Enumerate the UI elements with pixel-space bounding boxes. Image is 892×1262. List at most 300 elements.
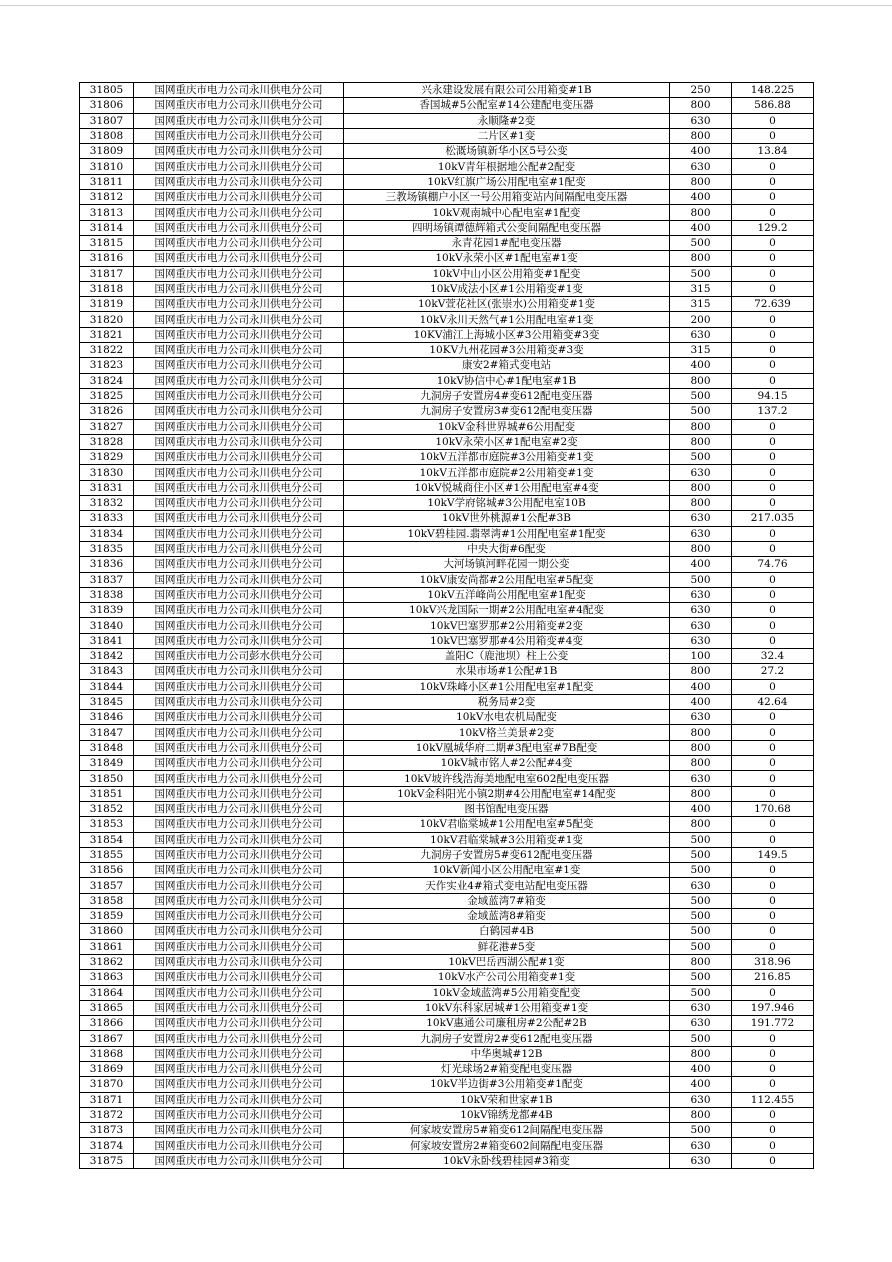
transformer-name-cell: 10kV荣和世家#1B bbox=[344, 1092, 670, 1107]
table-row bbox=[80, 1046, 814, 1061]
company-cell: 国网重庆市电力公司永川供电分公司 bbox=[134, 1062, 344, 1077]
row-id-cell: 31817 bbox=[80, 266, 134, 281]
company-cell: 国网重庆市电力公司永川供电分公司 bbox=[134, 174, 344, 189]
row-id-cell: 31858 bbox=[80, 893, 134, 908]
table-row bbox=[80, 603, 814, 618]
row-id-cell: 31830 bbox=[80, 465, 134, 480]
transformer-name-cell: 二片区#1变 bbox=[344, 128, 670, 143]
value-cell: 0 bbox=[732, 128, 814, 143]
transformer-name-cell: 10kV兴龙国际一期#2公用配电室#4配变 bbox=[344, 603, 670, 618]
row-id-cell: 31833 bbox=[80, 511, 134, 526]
transformer-name-cell: 10kV五洋都市庭院#2公用箱变#1变 bbox=[344, 465, 670, 480]
table-row bbox=[80, 786, 814, 801]
row-id-cell: 31868 bbox=[80, 1046, 134, 1061]
row-id-cell: 31823 bbox=[80, 358, 134, 373]
table-row bbox=[80, 480, 814, 495]
row-id-cell: 31870 bbox=[80, 1077, 134, 1092]
transformer-name-cell: 10kV格兰美景#2变 bbox=[344, 725, 670, 740]
transformer-name-cell: 九洞房子安置房4#变612配电变压器 bbox=[344, 388, 670, 403]
value-cell: 197.946 bbox=[732, 1000, 814, 1015]
company-cell: 国网重庆市电力公司永川供电分公司 bbox=[134, 924, 344, 939]
value-cell: 0 bbox=[732, 1077, 814, 1092]
capacity-cell: 250 bbox=[670, 83, 732, 98]
capacity-cell: 800 bbox=[670, 725, 732, 740]
transformer-name-cell: 10kV新闻小区公用配电室#1变 bbox=[344, 863, 670, 878]
transformer-name-cell: 10kV永荣小区#1配电室#2变 bbox=[344, 434, 670, 449]
row-id-cell: 31872 bbox=[80, 1107, 134, 1122]
value-cell: 216.85 bbox=[732, 970, 814, 985]
capacity-cell: 800 bbox=[670, 205, 732, 220]
row-id-cell: 31860 bbox=[80, 924, 134, 939]
row-id-cell: 31857 bbox=[80, 878, 134, 893]
row-id-cell: 31839 bbox=[80, 603, 134, 618]
table-row bbox=[80, 756, 814, 771]
value-cell: 0 bbox=[732, 450, 814, 465]
company-cell: 国网重庆市电力公司永川供电分公司 bbox=[134, 404, 344, 419]
transformer-name-cell: 10kV城市铭人#2公配#4变 bbox=[344, 756, 670, 771]
value-cell: 0 bbox=[732, 1031, 814, 1046]
table-row bbox=[80, 388, 814, 403]
value-cell: 148.225 bbox=[732, 83, 814, 98]
transformer-name-cell: 10kV永川天然气#1公用配电室#1变 bbox=[344, 312, 670, 327]
transformer-name-cell: 白鹤园#4B bbox=[344, 924, 670, 939]
row-id-cell: 31855 bbox=[80, 847, 134, 862]
capacity-cell: 630 bbox=[670, 465, 732, 480]
transformer-name-cell: 10kV永荣小区#1配电室#1变 bbox=[344, 251, 670, 266]
transformer-name-cell: 10kV君临棠城#3公用箱变#1变 bbox=[344, 832, 670, 847]
capacity-cell: 500 bbox=[670, 1123, 732, 1138]
capacity-cell: 500 bbox=[670, 1031, 732, 1046]
company-cell: 国网重庆市电力公司永川供电分公司 bbox=[134, 526, 344, 541]
row-id-cell: 31835 bbox=[80, 541, 134, 556]
transformer-name-cell: 灯光球场2#箱变配电变压器 bbox=[344, 1062, 670, 1077]
table-row bbox=[80, 511, 814, 526]
table-row bbox=[80, 419, 814, 434]
company-cell: 国网重庆市电力公司永川供电分公司 bbox=[134, 863, 344, 878]
table-row bbox=[80, 1016, 814, 1031]
value-cell: 0 bbox=[732, 465, 814, 480]
company-cell: 国网重庆市电力公司永川供电分公司 bbox=[134, 83, 344, 98]
row-id-cell: 31853 bbox=[80, 817, 134, 832]
value-cell: 0 bbox=[732, 541, 814, 556]
table-row bbox=[80, 1062, 814, 1077]
transformer-name-cell: 10KV浦江上海城小区#3公用箱变#3变 bbox=[344, 327, 670, 342]
row-id-cell: 31806 bbox=[80, 98, 134, 113]
capacity-cell: 800 bbox=[670, 373, 732, 388]
value-cell: 0 bbox=[732, 419, 814, 434]
company-cell: 国网重庆市电力公司永川供电分公司 bbox=[134, 603, 344, 618]
value-cell: 0 bbox=[732, 174, 814, 189]
table-row bbox=[80, 1000, 814, 1015]
row-id-cell: 31838 bbox=[80, 587, 134, 602]
table-row bbox=[80, 496, 814, 511]
transformer-name-cell: 香国城#5公配室#14公建配电变压器 bbox=[344, 98, 670, 113]
transformer-name-cell: 10kV坡许线浩海美地配电室602配电变压器 bbox=[344, 771, 670, 786]
value-cell: 586.88 bbox=[732, 98, 814, 113]
capacity-cell: 500 bbox=[670, 388, 732, 403]
transformer-name-cell: 中华奥城#12B bbox=[344, 1046, 670, 1061]
transformer-name-cell: 10kV成法小区#1公用箱变#1变 bbox=[344, 281, 670, 296]
table-row bbox=[80, 939, 814, 954]
capacity-cell: 500 bbox=[670, 863, 732, 878]
table-row bbox=[80, 465, 814, 480]
company-cell: 国网重庆市电力公司永川供电分公司 bbox=[134, 1138, 344, 1153]
capacity-cell: 630 bbox=[670, 587, 732, 602]
value-cell: 0 bbox=[732, 526, 814, 541]
capacity-cell: 800 bbox=[670, 174, 732, 189]
transformer-name-cell: 10kV观南城中心配电室#1配变 bbox=[344, 205, 670, 220]
table-row bbox=[80, 1138, 814, 1153]
company-cell: 国网重庆市电力公司永川供电分公司 bbox=[134, 1000, 344, 1015]
value-cell: 42.64 bbox=[732, 694, 814, 709]
table-row bbox=[80, 144, 814, 159]
company-cell: 国网重庆市电力公司永川供电分公司 bbox=[134, 1016, 344, 1031]
transformer-name-cell: 水果市场#1公配#1B bbox=[344, 664, 670, 679]
table-row bbox=[80, 633, 814, 648]
capacity-cell: 500 bbox=[670, 939, 732, 954]
row-id-cell: 31845 bbox=[80, 694, 134, 709]
row-id-cell: 31824 bbox=[80, 373, 134, 388]
company-cell: 国网重庆市电力公司永川供电分公司 bbox=[134, 98, 344, 113]
transformer-name-cell: 10kV水产公司公用箱变#1变 bbox=[344, 970, 670, 985]
table-row bbox=[80, 1107, 814, 1122]
value-cell: 217.035 bbox=[732, 511, 814, 526]
capacity-cell: 800 bbox=[670, 419, 732, 434]
company-cell: 国网重庆市电力公司永川供电分公司 bbox=[134, 358, 344, 373]
table-row bbox=[80, 572, 814, 587]
table-row bbox=[80, 205, 814, 220]
company-cell: 国网重庆市电力公司永川供电分公司 bbox=[134, 1123, 344, 1138]
transformer-name-cell: 10kV协信中心#1配电室#1B bbox=[344, 373, 670, 388]
table-row bbox=[80, 541, 814, 556]
value-cell: 13.84 bbox=[732, 144, 814, 159]
company-cell: 国网重庆市电力公司永川供电分公司 bbox=[134, 450, 344, 465]
table-row bbox=[80, 128, 814, 143]
table-row bbox=[80, 817, 814, 832]
value-cell: 0 bbox=[732, 113, 814, 128]
company-cell: 国网重庆市电力公司永川供电分公司 bbox=[134, 266, 344, 281]
table-row bbox=[80, 1123, 814, 1138]
value-cell: 0 bbox=[732, 327, 814, 342]
capacity-cell: 630 bbox=[670, 159, 732, 174]
table-row bbox=[80, 373, 814, 388]
transformer-table bbox=[79, 82, 814, 1169]
capacity-cell: 800 bbox=[670, 1046, 732, 1061]
transformer-name-cell: 九洞房子安置房5#变612配电变压器 bbox=[344, 847, 670, 862]
value-cell: 0 bbox=[732, 251, 814, 266]
company-cell: 国网重庆市电力公司永川供电分公司 bbox=[134, 725, 344, 740]
transformer-name-cell: 九洞房子安置房2#变612配电变压器 bbox=[344, 1031, 670, 1046]
capacity-cell: 800 bbox=[670, 496, 732, 511]
row-id-cell: 31864 bbox=[80, 985, 134, 1000]
capacity-cell: 400 bbox=[670, 1077, 732, 1092]
row-id-cell: 31841 bbox=[80, 633, 134, 648]
row-id-cell: 31859 bbox=[80, 909, 134, 924]
company-cell: 国网重庆市电力公司永川供电分公司 bbox=[134, 817, 344, 832]
company-cell: 国网重庆市电力公司永川供电分公司 bbox=[134, 801, 344, 816]
row-id-cell: 31873 bbox=[80, 1123, 134, 1138]
capacity-cell: 630 bbox=[670, 633, 732, 648]
capacity-cell: 630 bbox=[670, 878, 732, 893]
transformer-name-cell: 10kV水电农机局配变 bbox=[344, 710, 670, 725]
value-cell: 0 bbox=[732, 496, 814, 511]
company-cell: 国网重庆市电力公司永川供电分公司 bbox=[134, 847, 344, 862]
company-cell: 国网重庆市电力公司永川供电分公司 bbox=[134, 1046, 344, 1061]
value-cell: 0 bbox=[732, 1062, 814, 1077]
row-id-cell: 31810 bbox=[80, 159, 134, 174]
company-cell: 国网重庆市电力公司永川供电分公司 bbox=[134, 1153, 344, 1168]
value-cell: 0 bbox=[732, 863, 814, 878]
transformer-name-cell: 康安2#箱式变电站 bbox=[344, 358, 670, 373]
transformer-name-cell: 10kV学府铭城#3公用配电室10B bbox=[344, 496, 670, 511]
value-cell: 74.76 bbox=[732, 557, 814, 572]
capacity-cell: 500 bbox=[670, 832, 732, 847]
row-id-cell: 31869 bbox=[80, 1062, 134, 1077]
value-cell: 170.68 bbox=[732, 801, 814, 816]
row-id-cell: 31832 bbox=[80, 496, 134, 511]
row-id-cell: 31825 bbox=[80, 388, 134, 403]
transformer-name-cell: 金域蓝湾7#箱变 bbox=[344, 893, 670, 908]
company-cell: 国网重庆市电力公司永川供电分公司 bbox=[134, 557, 344, 572]
value-cell: 0 bbox=[732, 373, 814, 388]
table-row bbox=[80, 190, 814, 205]
transformer-name-cell: 大河场镇河畔花园一期公变 bbox=[344, 557, 670, 572]
capacity-cell: 800 bbox=[670, 434, 732, 449]
capacity-cell: 400 bbox=[670, 557, 732, 572]
value-cell: 318.96 bbox=[732, 954, 814, 969]
company-cell: 国网重庆市电力公司永川供电分公司 bbox=[134, 909, 344, 924]
capacity-cell: 400 bbox=[670, 801, 732, 816]
capacity-cell: 630 bbox=[670, 1153, 732, 1168]
company-cell: 国网重庆市电力公司永川供电分公司 bbox=[134, 893, 344, 908]
value-cell: 0 bbox=[732, 1123, 814, 1138]
value-cell: 0 bbox=[732, 939, 814, 954]
transformer-name-cell: 10kV东科家居城#1公用箱变#1变 bbox=[344, 1000, 670, 1015]
table-row bbox=[80, 83, 814, 98]
company-cell: 国网重庆市电力公司永川供电分公司 bbox=[134, 312, 344, 327]
transformer-name-cell: 10kV君临棠城#1公用配电室#5配变 bbox=[344, 817, 670, 832]
transformer-name-cell: 四明场镇谭德辉箱式公变间隔配电变压器 bbox=[344, 220, 670, 235]
row-id-cell: 31851 bbox=[80, 786, 134, 801]
transformer-name-cell: 10kV中山小区公用箱变#1配变 bbox=[344, 266, 670, 281]
value-cell: 0 bbox=[732, 312, 814, 327]
value-cell: 0 bbox=[732, 618, 814, 633]
capacity-cell: 800 bbox=[670, 251, 732, 266]
capacity-cell: 630 bbox=[670, 603, 732, 618]
row-id-cell: 31813 bbox=[80, 205, 134, 220]
capacity-cell: 500 bbox=[670, 450, 732, 465]
company-cell: 国网重庆市电力公司彭水供电分公司 bbox=[134, 648, 344, 663]
value-cell: 94.15 bbox=[732, 388, 814, 403]
transformer-name-cell: 10kV红旗广场公用配电室#1配变 bbox=[344, 174, 670, 189]
table-row bbox=[80, 297, 814, 312]
capacity-cell: 800 bbox=[670, 817, 732, 832]
value-cell: 149.5 bbox=[732, 847, 814, 862]
value-cell: 0 bbox=[732, 725, 814, 740]
table-row bbox=[80, 847, 814, 862]
company-cell: 国网重庆市电力公司永川供电分公司 bbox=[134, 281, 344, 296]
value-cell: 129.2 bbox=[732, 220, 814, 235]
transformer-name-cell: 何家坡安置房2#箱变602间隔配电变压器 bbox=[344, 1138, 670, 1153]
capacity-cell: 500 bbox=[670, 985, 732, 1000]
capacity-cell: 400 bbox=[670, 190, 732, 205]
table-row bbox=[80, 924, 814, 939]
row-id-cell: 31874 bbox=[80, 1138, 134, 1153]
table-row bbox=[80, 220, 814, 235]
row-id-cell: 31816 bbox=[80, 251, 134, 266]
transformer-name-cell: 鲜花港#5变 bbox=[344, 939, 670, 954]
table-row bbox=[80, 434, 814, 449]
transformer-name-cell: 10kV五洋都市庭院#3公用箱变#1变 bbox=[344, 450, 670, 465]
company-cell: 国网重庆市电力公司永川供电分公司 bbox=[134, 190, 344, 205]
capacity-cell: 630 bbox=[670, 710, 732, 725]
row-id-cell: 31819 bbox=[80, 297, 134, 312]
capacity-cell: 800 bbox=[670, 954, 732, 969]
value-cell: 191.772 bbox=[732, 1016, 814, 1031]
value-cell: 0 bbox=[732, 159, 814, 174]
capacity-cell: 630 bbox=[670, 1000, 732, 1015]
table-row bbox=[80, 526, 814, 541]
company-cell: 国网重庆市电力公司永川供电分公司 bbox=[134, 511, 344, 526]
company-cell: 国网重庆市电力公司永川供电分公司 bbox=[134, 144, 344, 159]
company-cell: 国网重庆市电力公司永川供电分公司 bbox=[134, 618, 344, 633]
table-row bbox=[80, 312, 814, 327]
company-cell: 国网重庆市电力公司永川供电分公司 bbox=[134, 664, 344, 679]
row-id-cell: 31852 bbox=[80, 801, 134, 816]
table-row bbox=[80, 235, 814, 250]
company-cell: 国网重庆市电力公司永川供电分公司 bbox=[134, 327, 344, 342]
table-row bbox=[80, 863, 814, 878]
table-row bbox=[80, 893, 814, 908]
table-row bbox=[80, 740, 814, 755]
company-cell: 国网重庆市电力公司永川供电分公司 bbox=[134, 343, 344, 358]
capacity-cell: 315 bbox=[670, 343, 732, 358]
transformer-name-cell: 10kV巴岳西湖公配#1变 bbox=[344, 954, 670, 969]
capacity-cell: 500 bbox=[670, 924, 732, 939]
company-cell: 国网重庆市电力公司永川供电分公司 bbox=[134, 434, 344, 449]
table-row bbox=[80, 832, 814, 847]
value-cell: 0 bbox=[732, 235, 814, 250]
table-row bbox=[80, 801, 814, 816]
row-id-cell: 31843 bbox=[80, 664, 134, 679]
capacity-cell: 500 bbox=[670, 909, 732, 924]
company-cell: 国网重庆市电力公司永川供电分公司 bbox=[134, 878, 344, 893]
company-cell: 国网重庆市电力公司永川供电分公司 bbox=[134, 710, 344, 725]
capacity-cell: 800 bbox=[670, 756, 732, 771]
row-id-cell: 31847 bbox=[80, 725, 134, 740]
table-row bbox=[80, 281, 814, 296]
transformer-name-cell: 10kV青年根据地公配#2配变 bbox=[344, 159, 670, 174]
table-row bbox=[80, 113, 814, 128]
value-cell: 0 bbox=[732, 572, 814, 587]
transformer-name-cell: 盖阳C（鹿池坝）柱上公变 bbox=[344, 648, 670, 663]
company-cell: 国网重庆市电力公司永川供电分公司 bbox=[134, 159, 344, 174]
value-cell: 0 bbox=[732, 985, 814, 1000]
row-id-cell: 31871 bbox=[80, 1092, 134, 1107]
company-cell: 国网重庆市电力公司永川供电分公司 bbox=[134, 251, 344, 266]
transformer-name-cell: 10kV珠峰小区#1公用配电室#1配变 bbox=[344, 679, 670, 694]
company-cell: 国网重庆市电力公司永川供电分公司 bbox=[134, 572, 344, 587]
company-cell: 国网重庆市电力公司永川供电分公司 bbox=[134, 373, 344, 388]
value-cell: 137.2 bbox=[732, 404, 814, 419]
transformer-name-cell: 九洞房子安置房3#变612配电变压器 bbox=[344, 404, 670, 419]
capacity-cell: 400 bbox=[670, 358, 732, 373]
capacity-cell: 630 bbox=[670, 618, 732, 633]
row-id-cell: 31867 bbox=[80, 1031, 134, 1046]
page-top-rule bbox=[0, 5, 892, 6]
transformer-name-cell: 10kV悦城商住小区#1公用配电室#4变 bbox=[344, 480, 670, 495]
capacity-cell: 800 bbox=[670, 740, 732, 755]
company-cell: 国网重庆市电力公司永川供电分公司 bbox=[134, 786, 344, 801]
capacity-cell: 500 bbox=[670, 847, 732, 862]
row-id-cell: 31807 bbox=[80, 113, 134, 128]
value-cell: 112.455 bbox=[732, 1092, 814, 1107]
value-cell: 0 bbox=[732, 633, 814, 648]
transformer-name-cell: 永顺隆#2变 bbox=[344, 113, 670, 128]
value-cell: 0 bbox=[732, 817, 814, 832]
transformer-name-cell: 三教场镇棚户小区一号公用箱变站内间隔配电变压器 bbox=[344, 190, 670, 205]
table-row bbox=[80, 710, 814, 725]
company-cell: 国网重庆市电力公司永川供电分公司 bbox=[134, 1107, 344, 1122]
company-cell: 国网重庆市电力公司永川供电分公司 bbox=[134, 205, 344, 220]
transformer-name-cell: 何家坡安置房5#箱变612间隔配电变压器 bbox=[344, 1123, 670, 1138]
transformer-name-cell: 10kV金科世界城#6公用配变 bbox=[344, 419, 670, 434]
capacity-cell: 400 bbox=[670, 1062, 732, 1077]
value-cell: 0 bbox=[732, 190, 814, 205]
row-id-cell: 31815 bbox=[80, 235, 134, 250]
table-row bbox=[80, 266, 814, 281]
transformer-name-cell: 10kV金科阳光小镇2期#4公用配电室#14配变 bbox=[344, 786, 670, 801]
value-cell: 32.4 bbox=[732, 648, 814, 663]
capacity-cell: 500 bbox=[670, 235, 732, 250]
transformer-name-cell: 金域蓝湾8#箱变 bbox=[344, 909, 670, 924]
row-id-cell: 31821 bbox=[80, 327, 134, 342]
table-row bbox=[80, 1153, 814, 1168]
capacity-cell: 100 bbox=[670, 648, 732, 663]
company-cell: 国网重庆市电力公司永川供电分公司 bbox=[134, 694, 344, 709]
table-row bbox=[80, 725, 814, 740]
value-cell: 0 bbox=[732, 281, 814, 296]
transformer-name-cell: 10kV五洋峰尚公用配电室#1配变 bbox=[344, 587, 670, 602]
company-cell: 国网重庆市电力公司永川供电分公司 bbox=[134, 388, 344, 403]
table-row bbox=[80, 664, 814, 679]
row-id-cell: 31829 bbox=[80, 450, 134, 465]
table-row bbox=[80, 909, 814, 924]
capacity-cell: 630 bbox=[670, 1092, 732, 1107]
capacity-cell: 400 bbox=[670, 694, 732, 709]
table-row bbox=[80, 954, 814, 969]
table-row bbox=[80, 557, 814, 572]
capacity-cell: 800 bbox=[670, 98, 732, 113]
transformer-name-cell: 10kV金域蓝湾#5公用箱变配变 bbox=[344, 985, 670, 1000]
company-cell: 国网重庆市电力公司永川供电分公司 bbox=[134, 1092, 344, 1107]
table-row bbox=[80, 450, 814, 465]
capacity-cell: 500 bbox=[670, 266, 732, 281]
value-cell: 0 bbox=[732, 603, 814, 618]
company-cell: 国网重庆市电力公司永川供电分公司 bbox=[134, 541, 344, 556]
value-cell: 0 bbox=[732, 710, 814, 725]
value-cell: 0 bbox=[732, 756, 814, 771]
capacity-cell: 500 bbox=[670, 404, 732, 419]
value-cell: 27.2 bbox=[732, 664, 814, 679]
company-cell: 国网重庆市电力公司永川供电分公司 bbox=[134, 756, 344, 771]
value-cell: 0 bbox=[732, 358, 814, 373]
capacity-cell: 400 bbox=[670, 220, 732, 235]
value-cell: 72.639 bbox=[732, 297, 814, 312]
capacity-cell: 800 bbox=[670, 786, 732, 801]
value-cell: 0 bbox=[732, 205, 814, 220]
transformer-name-cell: 10kV巴塞罗那#2公用箱变#2变 bbox=[344, 618, 670, 633]
